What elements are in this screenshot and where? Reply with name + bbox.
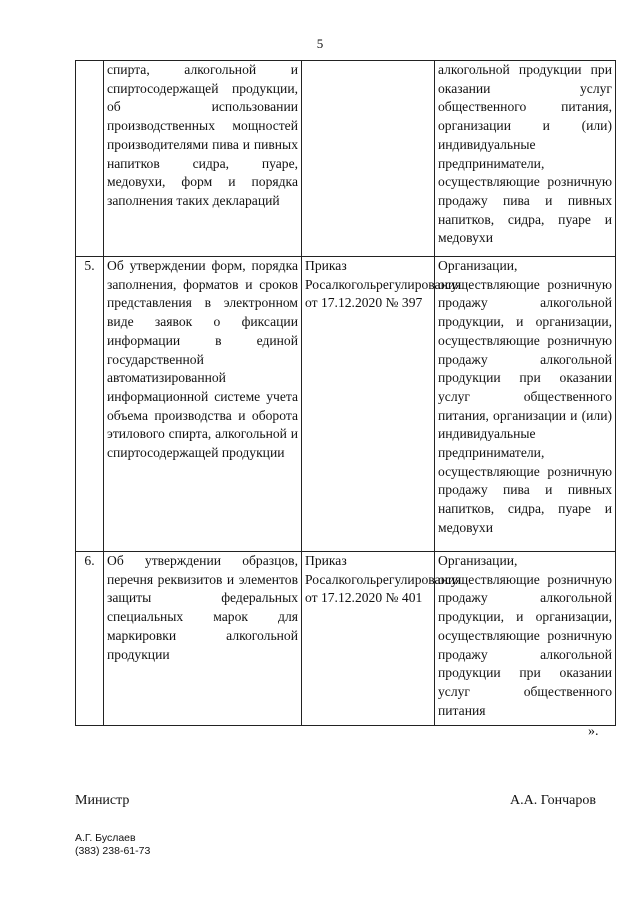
signatory-title: Министр — [75, 793, 130, 808]
row-number-cell — [76, 61, 104, 257]
closing-quote: ». — [588, 724, 599, 739]
executor-block — [75, 832, 150, 858]
act-name-cell: Об утверждении образцов, перечня реквизитов и элементов защиты федеральных специальных марок для маркировки алкогольной продукции — [104, 552, 302, 726]
executor-phone: (383) 238-61-73 — [75, 845, 151, 857]
row-number-cell: 6. — [76, 552, 104, 726]
executor-name: А.Г. Буслаев — [75, 832, 136, 844]
act-document-cell: Приказ Росалкогольрегулирования от 17.12.2020 № 401 — [302, 552, 435, 726]
table-row — [76, 61, 616, 257]
act-subjects-cell: Организации, осуществляющие розничную продажу алкогольной продукции, и организации, осуществляющие розничную продажу алкогольной продукции при оказании услуг общественного питания — [435, 552, 616, 726]
regulations-table — [75, 60, 616, 726]
act-document-cell: Приказ Росалкогольрегулирования от 17.12.2020 № 397 — [302, 257, 435, 552]
table-row — [76, 552, 616, 726]
row-number-cell: 5. — [76, 257, 104, 552]
page-number: 5 — [316, 36, 324, 51]
act-subjects-cell: алкогольной продукции при оказании услуг общественного питания, организации и (или) индивидуальные предприниматели, осуществляющие розничную продажу пива и пивных напитков, сидра, пуаре и медовухи — [435, 61, 616, 257]
table-row — [76, 257, 616, 552]
signatory-name: А.А. Гончаров — [510, 793, 596, 808]
act-name-cell: спирта, алкогольной и спиртосодержащей продукции, об использовании производственных мощностей производителями пива и пивных напитков сидра, пуаре, медовухи, форм и порядка заполнения таких деклараций — [104, 61, 302, 257]
act-document-cell — [302, 61, 435, 257]
act-name-cell: Об утверждении форм, порядка заполнения, форматов и сроков представления в электронном виде заявок о фиксации информации в единой государственной автоматизированной информационной системе учета объема производства и оборота этилового спирта, алкогольной и спиртосодержащей продукции — [104, 257, 302, 552]
act-subjects-cell: Организации, осуществляющие розничную продажу алкогольной продукции, и организации, осуществляющие розничную продажу алкогольной продукции при оказании услуг общественного питания, организации и (или) индивидуальные предприниматели, осуществляющие розничную продажу пива и пивных напитков, сидра, пуаре и медовухи — [435, 257, 616, 552]
